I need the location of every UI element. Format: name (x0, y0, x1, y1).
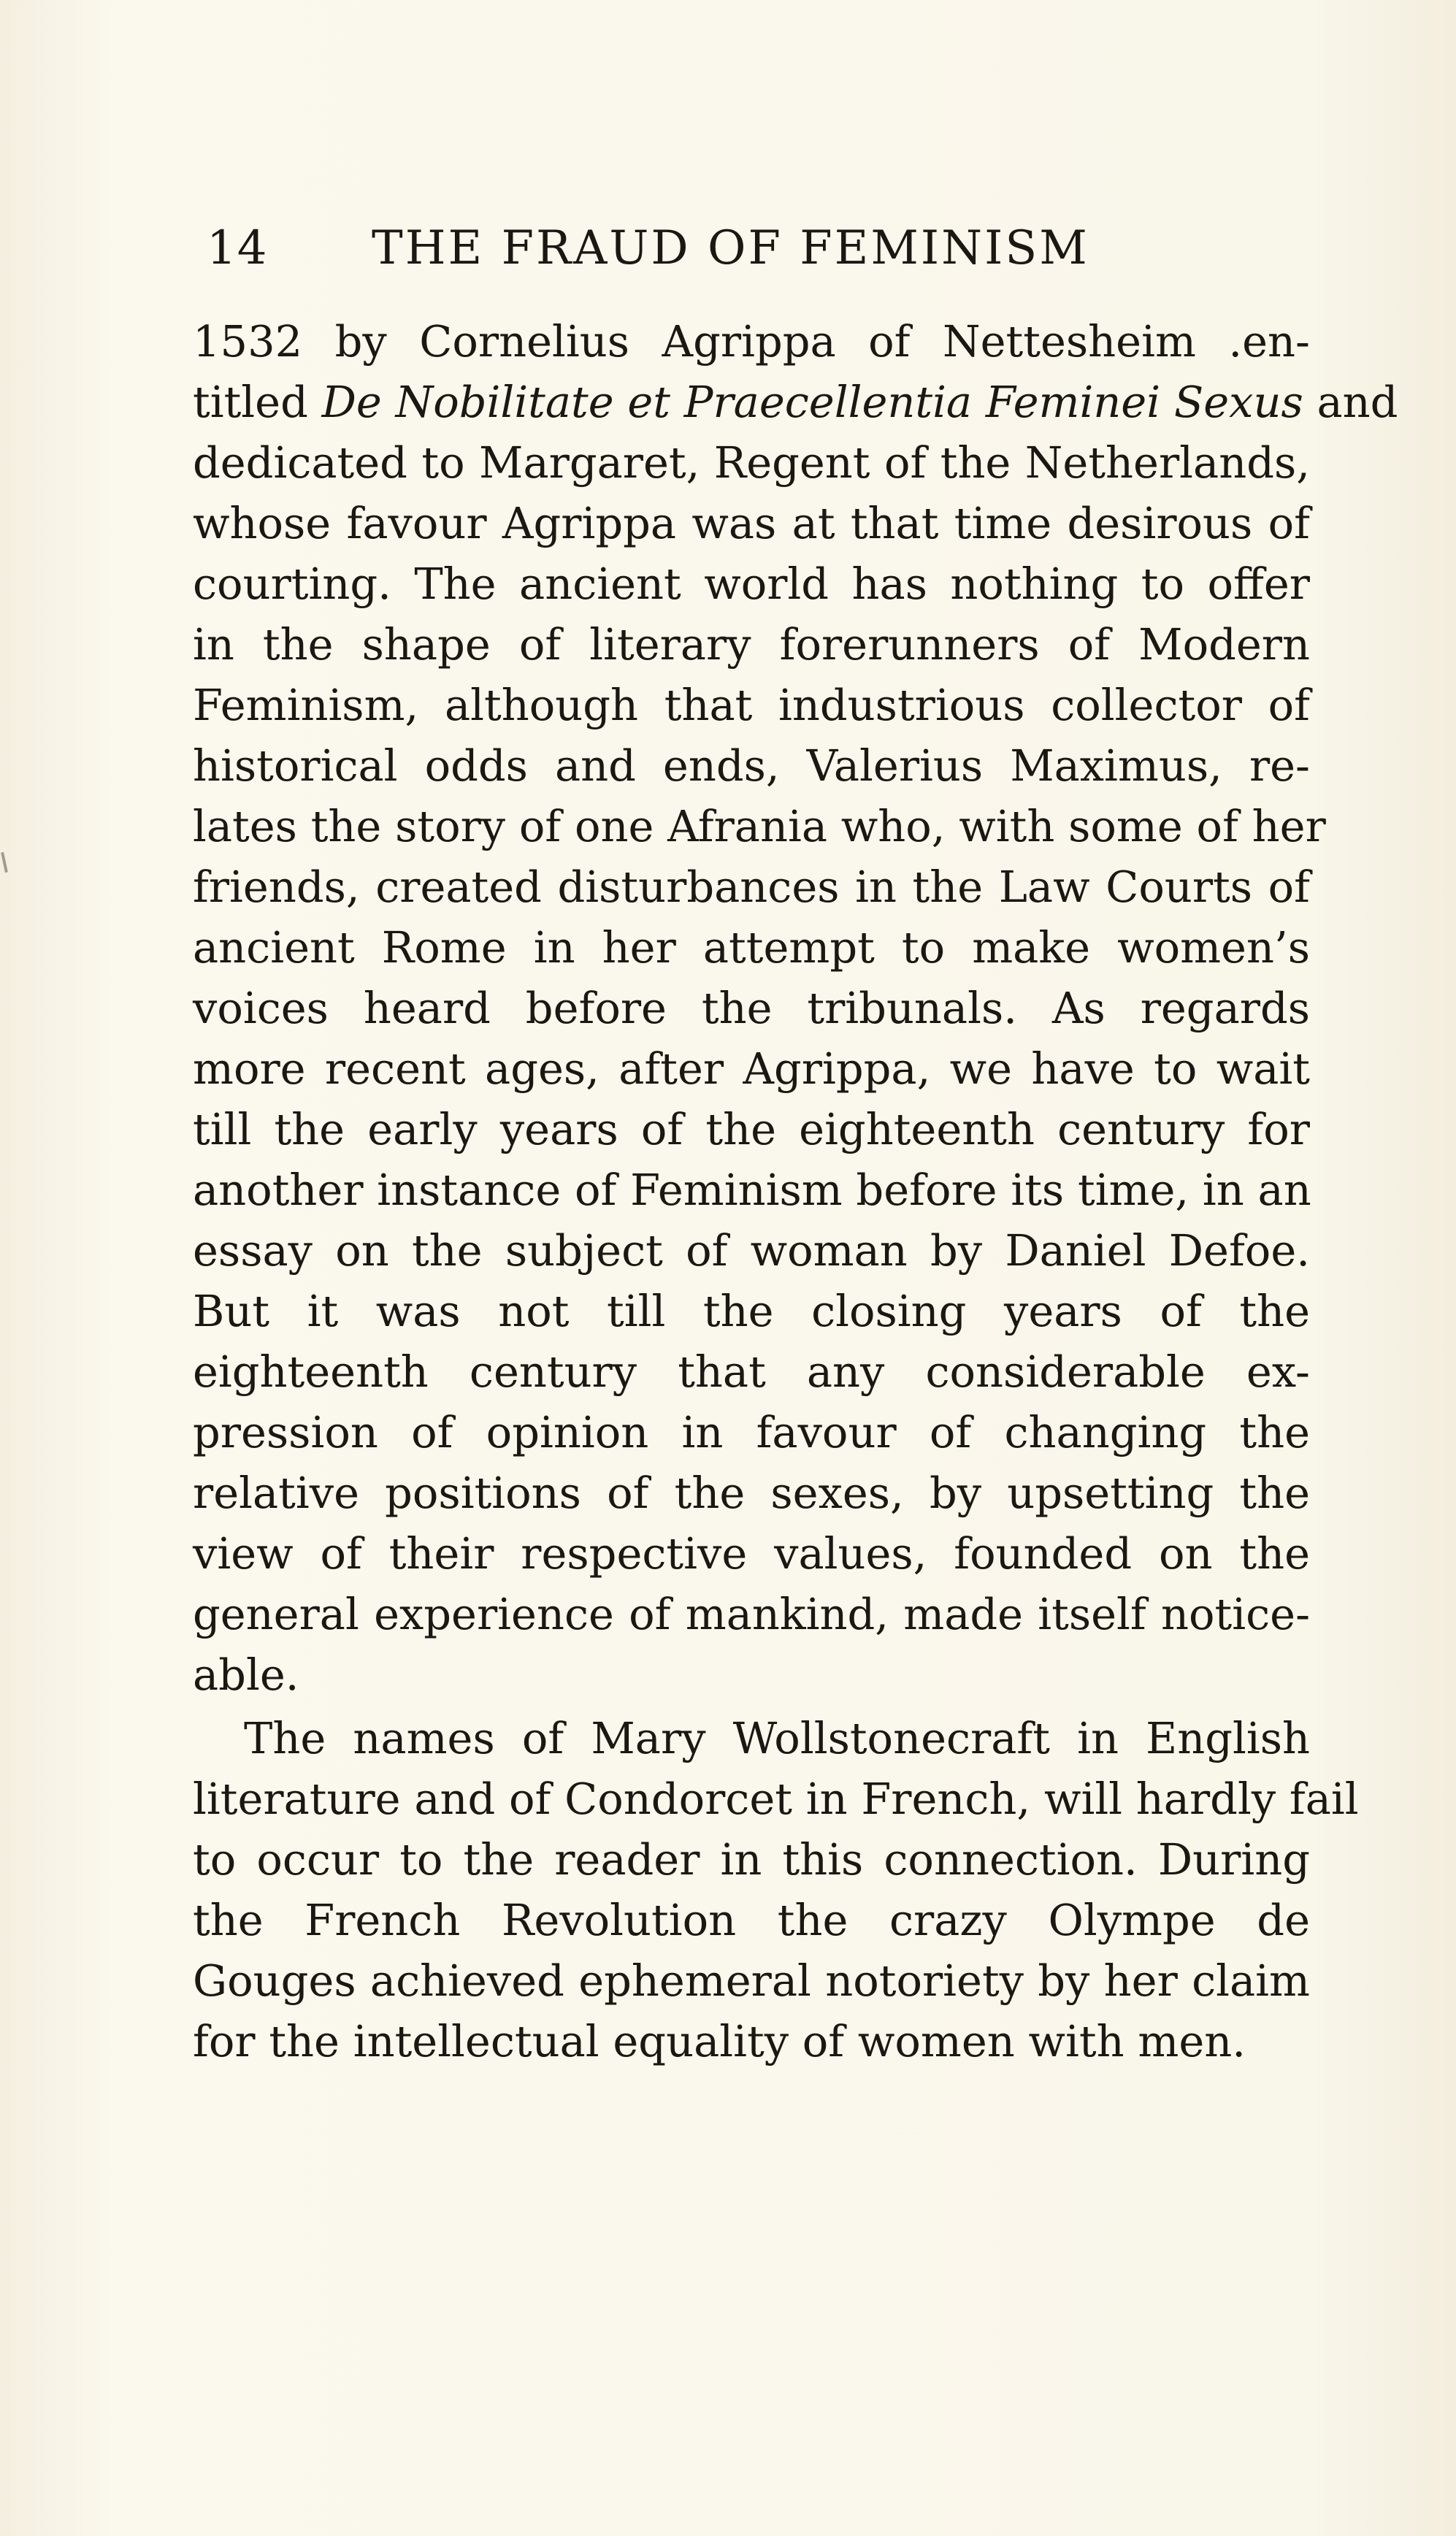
text-line: courting. The ancient world has nothing to offer (193, 559, 1310, 609)
text-line: 1532 by Cornelius Agrippa of Nettesheim .en- (193, 316, 1310, 367)
text-line: The names of Mary Wollstonecraft in English (244, 1713, 1310, 1763)
text-line: essay on the subject of woman by Daniel Defoe. (193, 1225, 1310, 1276)
text-line: general experience of mankind, made itself notice- (193, 1589, 1310, 1639)
text-line: pression of opinion in favour of changing the (193, 1407, 1310, 1457)
text-line: historical odds and ends, Valerius Maximus, re- (193, 740, 1310, 791)
text-line: literature and of Condorcet in French, will hardly fail (193, 1774, 1359, 1824)
text-line: in the shape of literary forerunners of Modern (193, 619, 1310, 670)
text-line: whose favour Agrippa was at that time desirous of (193, 498, 1310, 548)
text-line: relative positions of the sexes, by upsetting the (193, 1468, 1310, 1518)
paragraph-2 (193, 1708, 1359, 2072)
text-line-with-italic-title (193, 372, 1398, 432)
text-segment: and (1303, 377, 1398, 427)
text-line: But it was not till the closing years of the (193, 1286, 1310, 1336)
text-line: to occur to the reader in this connection. During (193, 1834, 1310, 1885)
text-line: Gouges achieved ephemeral notoriety by her claim (193, 1955, 1310, 2006)
text-line: dedicated to Margaret, Regent of the Netherlands, (193, 437, 1310, 488)
page-number: 14 (207, 221, 268, 275)
text-line: ancient Rome in her attempt to make women’s (193, 922, 1310, 973)
text-line: view of their respective values, founded on the (193, 1528, 1310, 1579)
margin-mark (1, 852, 8, 873)
text-line: able. (193, 1650, 299, 1700)
text-segment: titled (193, 377, 322, 427)
text-line: voices heard before the tribunals. As regards (193, 983, 1310, 1033)
text-line: the French Revolution the crazy Olympe de (193, 1895, 1310, 1945)
text-line: friends, created disturbances in the Law Courts of (193, 862, 1310, 912)
running-title: THE FRAUD OF FEMINISM (372, 221, 1089, 275)
text-line: another instance of Feminism before its time, in an (193, 1165, 1311, 1215)
text-line: for the intellectual equality of women with men. (193, 2016, 1246, 2066)
text-line: more recent ages, after Agrippa, we have to wait (193, 1043, 1310, 1094)
text-line: till the early years of the eighteenth century for (193, 1104, 1310, 1154)
text-line: Feminism, although that industrious collector of (193, 680, 1310, 730)
paragraph-1 (193, 311, 1398, 1705)
italic-title: De Nobilitate et Praecellentia Feminei Sexus (321, 377, 1303, 427)
text-line: lates the story of one Afrania who, with some of her (193, 801, 1326, 851)
page-header (207, 213, 1317, 279)
text-line: eighteenth century that any considerable ex- (193, 1346, 1310, 1397)
